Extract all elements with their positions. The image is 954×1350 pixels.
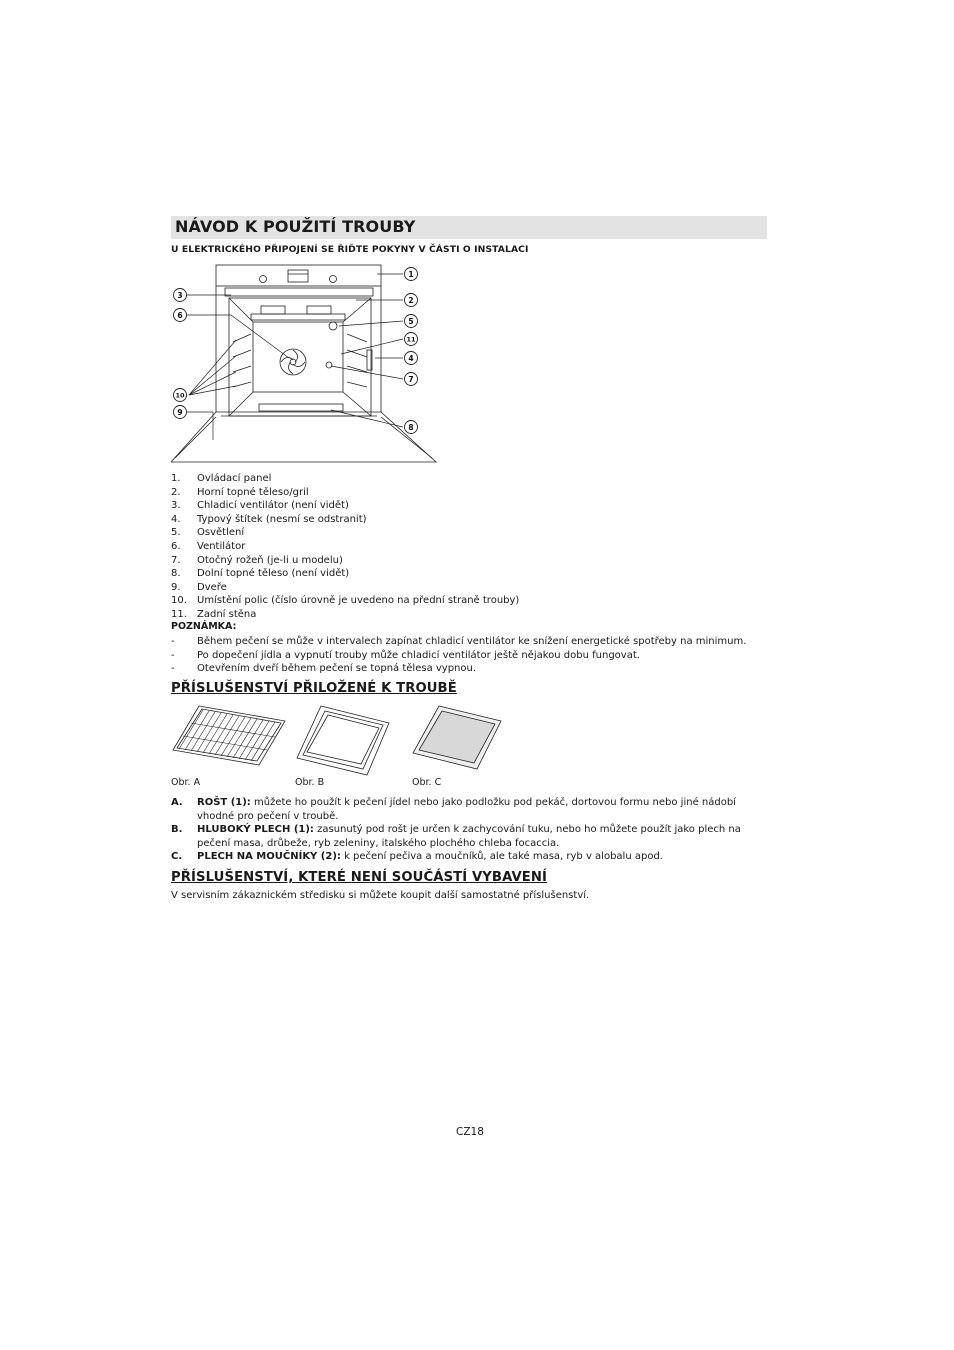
oven-diagram [171,262,441,467]
page-title: NÁVOD K POUŽITÍ TROUBY [175,217,416,236]
list-item: 4. Typový štítek (nesmí se odstranit) [171,513,367,525]
caption-c: Obr. C [412,777,442,788]
callout-9: 9 [177,407,183,417]
callout-2: 2 [408,295,414,305]
list-item: 3. Chladicí ventilátor (není vidět) [171,500,349,512]
note-heading: POZNÁMKA: [171,621,237,632]
list-item: 1. Ovládací panel [171,473,272,484]
list-item: 7. Otočný rožeň (je-li u modelu) [171,554,343,566]
list-item: - Otevřením dveří během pečení se topná tělesa vypnou. [171,663,477,675]
callout-1: 1 [408,269,414,279]
notes-list [171,635,746,676]
page-number: CZ18 [456,1126,484,1138]
definition-item: C. PLECH NA MOUČNÍKY (2): k pečení pečiva a moučníků, ale také masa, ryb v alobalu apod. [171,851,663,863]
list-item: - Po dopečení jídla a vypnutí trouby může chladicí ventilátor ještě nějakou dobu fungovat. [171,649,640,661]
installation-subheading: U ELEKTRICKÉHO PŘIPOJENÍ SE ŘIĎTE POKYNY V ČÁSTI O INSTALACI [171,244,529,255]
optional-accessories-heading: PŘÍSLUŠENSTVÍ, KTERÉ NENÍ SOUČÁSTÍ VYBAVENÍ [171,870,548,885]
callout-3: 3 [177,290,183,300]
callout-4: 4 [408,353,414,363]
deep-tray-image [295,703,391,779]
list-item: 8. Dolní topné těleso (není vidět) [171,568,350,580]
callout-11: 11 [406,335,416,344]
caption-b: Obr. B [295,777,325,788]
accessories-heading: PŘÍSLUŠENSTVÍ PŘILOŽENÉ K TROUBĚ [171,681,457,696]
list-item: 6. Ventilátor [171,540,246,552]
definition-item: B. HLUBOKÝ PLECH (1): zasunutý pod rošt je určen k zachycování tuku, nebo ho můžete použít jako plech na pečení masa, drůbeže, ryb zeleniny, italského plochého chleba focaccia. [171,824,741,849]
callout-10: 10 [175,391,185,400]
definition-item: A. ROŠT (1): můžete ho použít k pečení jídel nebo jako podložku pod pekáč, dortovou formu nebo jiné nádobí vhodné pro pečení v troubě. [171,797,736,822]
optional-accessories-text: V servisním zákaznickém středisku si můžete koupit další samostatné příslušenství. [171,890,590,901]
list-item: - Během pečení se může v intervalech zapínat chladicí ventilátor ke snížení energetické spotřeby na minimum. [171,636,747,647]
caption-a: Obr. A [171,777,201,788]
list-item: 9. Dveře [171,581,227,593]
list-item: 2. Horní topné těleso/gril [171,486,309,498]
parts-list [171,472,519,622]
wire-rack-image [171,703,287,769]
callout-7: 7 [408,374,414,384]
accessory-definitions [171,796,767,864]
list-item: 11. Zadní stěna [171,608,257,620]
list-item: 10. Umístění polic (číslo úrovně je uvedeno na přední straně trouby) [171,595,520,607]
baking-tray-image [411,703,503,773]
list-item: 5. Osvětlení [171,527,245,539]
callout-6: 6 [177,310,183,320]
callout-5: 5 [408,316,414,326]
callout-8: 8 [408,422,414,432]
